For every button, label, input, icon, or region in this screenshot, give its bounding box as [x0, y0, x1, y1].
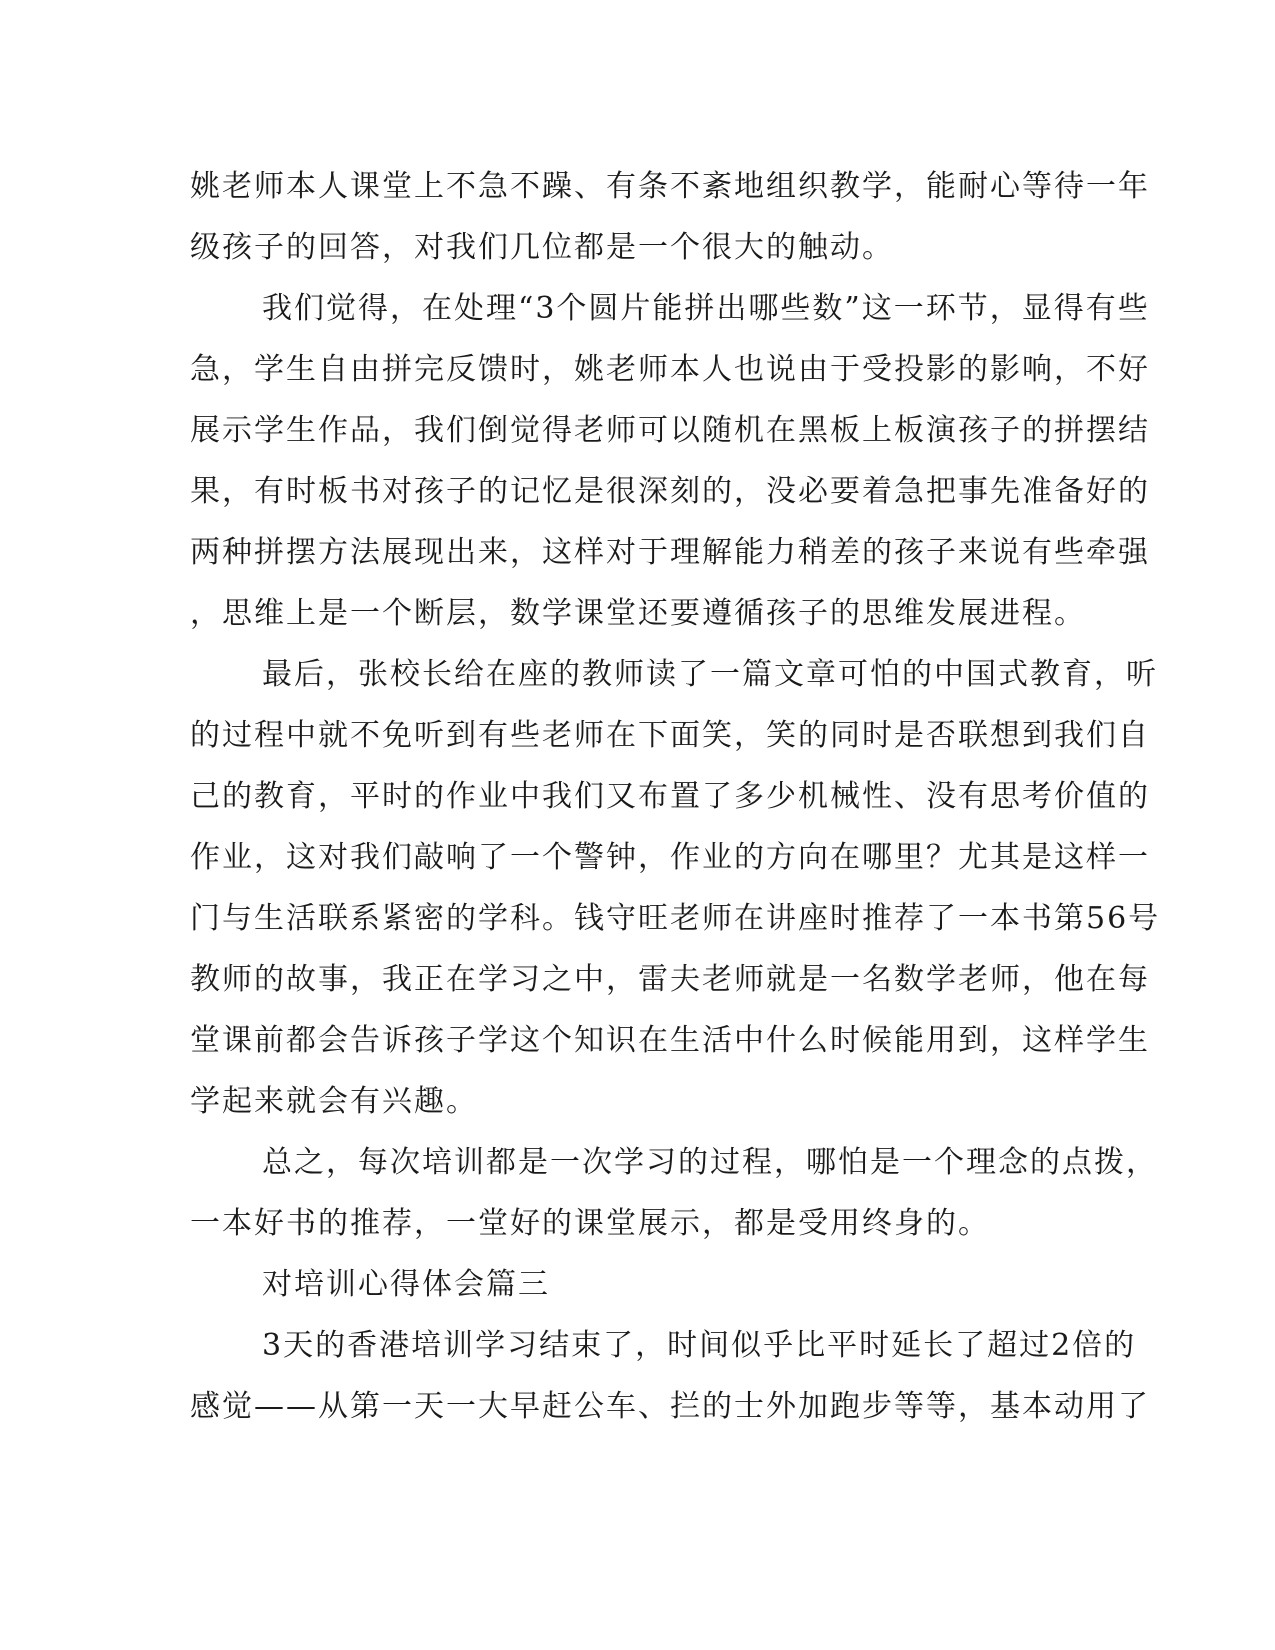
text-line: 堂课前都会告诉孩子学这个知识在生活中什么时候能用到，这样学生 [190, 1023, 1150, 1058]
text-line: 两种拼摆方法展现出来，这样对于理解能力稍差的孩子来说有些牵强 [190, 535, 1150, 570]
document-body [190, 156, 1161, 1437]
text-line: 一本好书的推荐，一堂好的课堂展示，都是受用终身的。 [190, 1206, 990, 1241]
text-line: 3天的香港培训学习结束了，时间似乎比平时延长了超过2倍的 [262, 1328, 1137, 1363]
text-line: 姚老师本人课堂上不急不躁、有条不紊地组织教学，能耐心等待一年 [190, 169, 1150, 204]
text-line: 己的教育，平时的作业中我们又布置了多少机械性、没有思考价值的 [190, 779, 1150, 814]
text-line: 感觉——从第一天一大早赶公车、拦的士外加跑步等等，基本动用了 [190, 1389, 1150, 1424]
text-line: 急，学生自由拼完反馈时，姚老师本人也说由于受投影的影响，不好 [190, 352, 1150, 387]
text-line: 的过程中就不免听到有些老师在下面笑，笑的同时是否联想到我们自 [190, 718, 1150, 753]
text-line: ，思维上是一个断层，数学课堂还要遵循孩子的思维发展进程。 [190, 596, 1086, 631]
text-line: 门与生活联系紧密的学科。钱守旺老师在讲座时推荐了一本书第56号 [190, 901, 1161, 936]
text-line: 展示学生作品，我们倒觉得老师可以随机在黑板上板演孩子的拼摆结 [190, 413, 1150, 448]
text-line: 作业，这对我们敲响了一个警钟，作业的方向在哪里？尤其是这样一 [190, 840, 1150, 875]
text-line: 果，有时板书对孩子的记忆是很深刻的，没必要着急把事先准备好的 [190, 474, 1150, 509]
text-line: 学起来就会有兴趣。 [190, 1084, 478, 1119]
text-line: 级孩子的回答，对我们几位都是一个很大的触动。 [190, 230, 894, 265]
text-line: 教师的故事，我正在学习之中，雷夫老师就是一名数学老师，他在每 [190, 962, 1150, 997]
text-line: 我们觉得，在处理“3个圆片能拼出哪些数”这一环节，显得有些 [262, 291, 1150, 326]
text-line: 最后，张校长给在座的教师读了一篇文章可怕的中国式教育，听 [262, 657, 1158, 692]
section-heading: 对培训心得体会篇三 [262, 1267, 550, 1302]
text-line: 总之，每次培训都是一次学习的过程，哪怕是一个理念的点拨， [262, 1145, 1158, 1180]
